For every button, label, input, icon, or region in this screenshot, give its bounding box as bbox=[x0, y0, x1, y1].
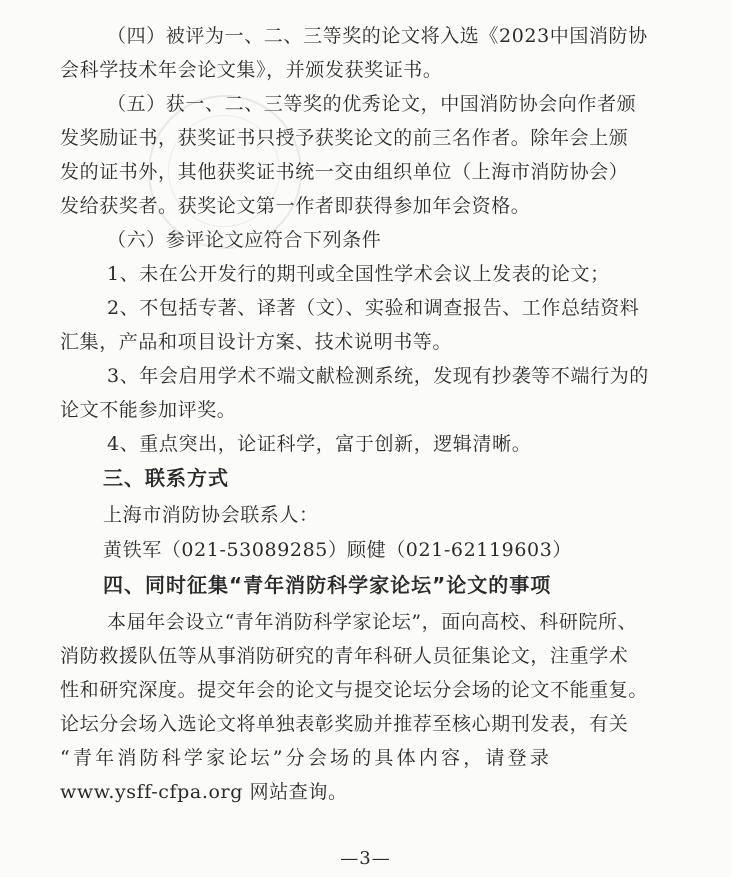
subheading-line: （六）参评论文应符合下列条件 bbox=[107, 229, 382, 251]
condition-item: 3、年会启用学术不端文献检测系统，发现有抄袭等不端行为的 bbox=[107, 365, 649, 387]
paragraph-line: 本届年会设立“青年消防科学家论坛”，面向高校、科研院所、 bbox=[107, 611, 638, 633]
paragraph-line: 发的证书外，其他获奖证书统一交由组织单位（上海市消防协会） bbox=[60, 161, 629, 183]
paragraph-line: 发给获奖者。获奖论文第一作者即获得参加年会资格。 bbox=[60, 195, 531, 217]
paragraph-line: 论坛分会场入选论文将单独表彰奖励并推荐至核心期刊发表，有关 bbox=[60, 713, 629, 735]
condition-item: 论文不能参加评奖。 bbox=[60, 399, 237, 421]
website-line: www.ysff-cfpa.org 网站查询。 bbox=[60, 781, 348, 803]
paragraph-line: （五）获一、二、三等奖的优秀论文，中国消防协会向作者颁 bbox=[107, 93, 637, 115]
contact-intro: 上海市消防协会联系人： bbox=[103, 504, 319, 526]
paragraph-line: 消防救援队伍等从事消防研究的青年科研人员征集论文，注重学术 bbox=[60, 645, 629, 667]
contact-person: 顾健（021-62119603） bbox=[347, 539, 572, 561]
section-heading: 四、同时征集“青年消防科学家论坛”论文的事项 bbox=[103, 573, 552, 597]
paragraph-line: （四）被评为一、二、三等奖的论文将入选《2023中国消防协 bbox=[107, 25, 648, 47]
condition-item: 2、不包括专著、译著（文）、实验和调查报告、工作总结资料 bbox=[107, 297, 640, 319]
paragraph-line: 性和研究深度。提交年会的论文与提交论坛分会场的论文不能重复。 bbox=[60, 679, 649, 701]
condition-item: 汇集，产品和项目设计方案、技术说明书等。 bbox=[60, 331, 453, 353]
condition-item: 4、重点突出，论证科学，富于创新，逻辑清晰。 bbox=[107, 433, 532, 455]
paragraph-line: 会科学技术年会论文集》，并颁发获奖证书。 bbox=[60, 59, 443, 81]
section-heading: 三、联系方式 bbox=[103, 466, 229, 490]
paragraph-line: 发奖励证书，获奖证书只授予获奖论文的前三名作者。除年会上颁 bbox=[60, 127, 629, 149]
paragraph-line: “青年消防科学家论坛”分会场的具体内容，请登录 bbox=[60, 747, 553, 769]
contact-person: 黄铁军（021-53089285） bbox=[103, 539, 348, 561]
condition-item: 1、未在公开发行的期刊或全国性学术会议上发表的论文； bbox=[107, 263, 610, 285]
page-number: —3— bbox=[340, 848, 391, 869]
